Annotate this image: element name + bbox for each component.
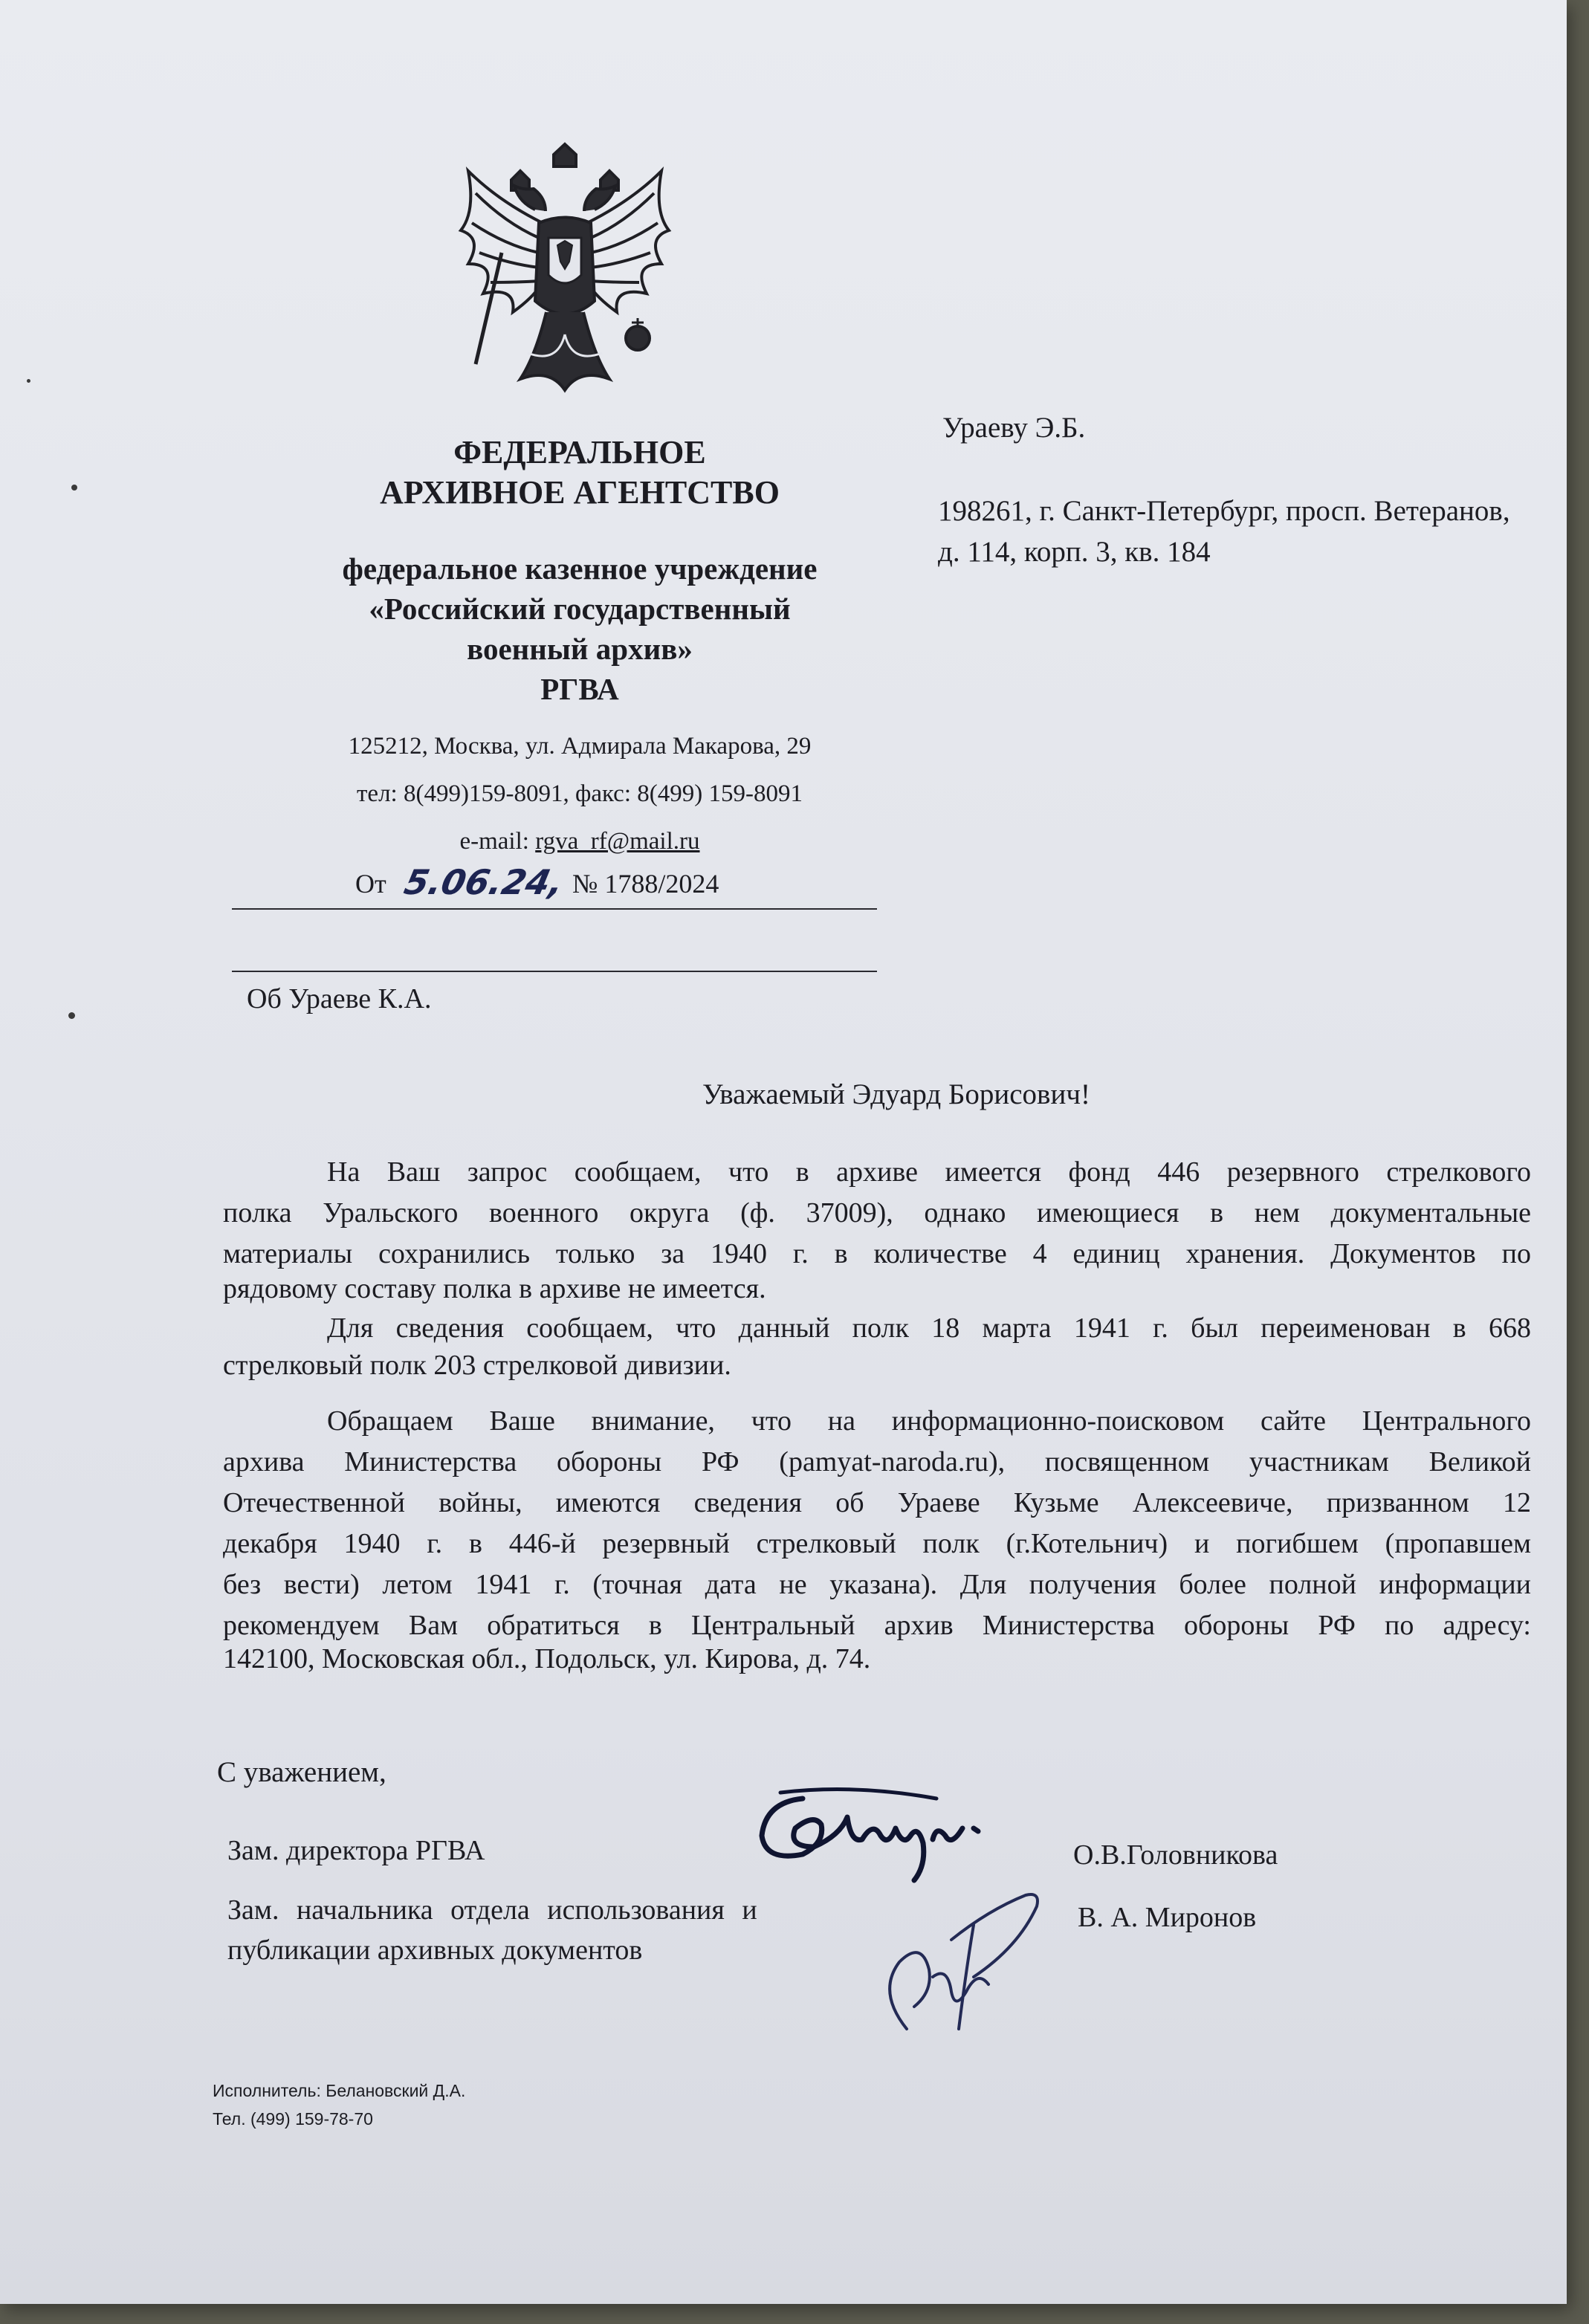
institution-contacts — [223, 722, 936, 865]
executor-phone: Тел. (499) 159-78-70 — [213, 2109, 373, 2129]
institution-line1: федеральное казенное учреждение — [342, 551, 818, 586]
signer2-position-line2: публикации архивных документов — [227, 1935, 643, 1966]
institution-line2: «Российский государственный — [369, 592, 791, 626]
signer1-name: О.В.Головникова — [1073, 1839, 1278, 1871]
institution-email-row — [223, 818, 936, 865]
institution-name — [223, 548, 936, 709]
letter-subject: Об Ураеве К.А. — [247, 983, 432, 1014]
body-line: без вести) летом 1941 г. (точная дата не указана). Для получения более полной информации — [223, 1569, 1531, 1600]
body-line: декабря 1940 г. в 446-й резервный стрелковый полк (г.Котельнич) и погибшем (пропавшем — [223, 1528, 1531, 1559]
body-line: Для сведения сообщаем, что данный полк 18 марта 1941 г. был переименован в 668 — [327, 1312, 1531, 1344]
agency-name — [223, 433, 936, 513]
email-link[interactable]: rgva_rf@mail.ru — [535, 828, 700, 855]
recipient-address-line2: д. 114, корп. 3, кв. 184 — [938, 536, 1211, 568]
recipient-name: Ураеву Э.Б. — [942, 412, 1086, 444]
signature-1 — [751, 1784, 996, 1888]
signer2-name: В. А. Миронов — [1078, 1902, 1257, 1933]
salutation: Уважаемый Эдуард Борисович! — [702, 1078, 1090, 1110]
paper-speck — [68, 1012, 75, 1019]
body-line: На Ваш запрос сообщаем, что в архиве имеется фонд 446 резервного стрелкового — [327, 1156, 1531, 1188]
institution-address: 125212, Москва, ул. Адмирала Макарова, 29 — [348, 733, 812, 760]
body-line: стрелковый полк 203 стрелковой дивизии. — [223, 1350, 731, 1381]
institution-phone-fax: тел: 8(499)159-8091, факс: 8(499) 159-8091 — [357, 780, 803, 807]
signer1-position: Зам. директора РГВА — [227, 1835, 485, 1866]
email-label: e-mail: — [459, 828, 536, 855]
recipient-address-line1: 198261, г. Санкт-Петербург, просп. Ветеранов, — [938, 495, 1510, 527]
body-line: архива Министерства обороны РФ (pamyat-naroda.ru), посвященном участникам Великой — [223, 1446, 1531, 1477]
signature-2 — [862, 1880, 1055, 2044]
signer2-position-line1: Зам. начальника отдела использования и — [227, 1894, 757, 1926]
body-line: рекомендуем Вам обратиться в Центральный архив Министерства обороны РФ по адресу: — [223, 1610, 1531, 1641]
institution-abbr: РГВА — [540, 672, 619, 706]
body-line: материалы сохранились только за 1940 г. в количестве 4 единиц хранения. Документов по — [223, 1238, 1531, 1269]
executor-name: Исполнитель: Белановский Д.А. — [213, 2081, 466, 2100]
body-line: 142100, Московская обл., Подольск, ул. Кирова, д. 74. — [223, 1643, 871, 1674]
body-line: Отечественной войны, имеются сведения об Ураеве Кузьме Алексеевиче, призванном 12 — [223, 1487, 1531, 1518]
body-line: полка Уральского военного округа (ф. 37009), однако имеющиеся в нем документальные — [223, 1197, 1531, 1229]
ref-date-handwritten: 5.06.24, — [401, 862, 568, 902]
paper-speck — [27, 379, 30, 383]
body-line: Обращаем Ваше внимание, что на информационно-поисковом сайте Центрального — [327, 1405, 1531, 1437]
agency-line2: АРХИВНОЕ АГЕНТСТВО — [380, 474, 780, 511]
agency-line1: ФЕДЕРАЛЬНОЕ — [453, 434, 706, 470]
body-line: рядовому составу полка в архиве не имеется. — [223, 1273, 766, 1304]
institution-line3: военный архив» — [467, 632, 693, 666]
ref-underline-2 — [232, 971, 877, 972]
coat-of-arms-emblem — [446, 141, 684, 401]
ref-number: № 1788/2024 — [572, 869, 719, 899]
ref-from-label: От — [355, 869, 386, 899]
ref-underline-1 — [232, 908, 877, 910]
closing-regards: С уважением, — [217, 1756, 386, 1788]
paper-speck — [71, 485, 77, 491]
